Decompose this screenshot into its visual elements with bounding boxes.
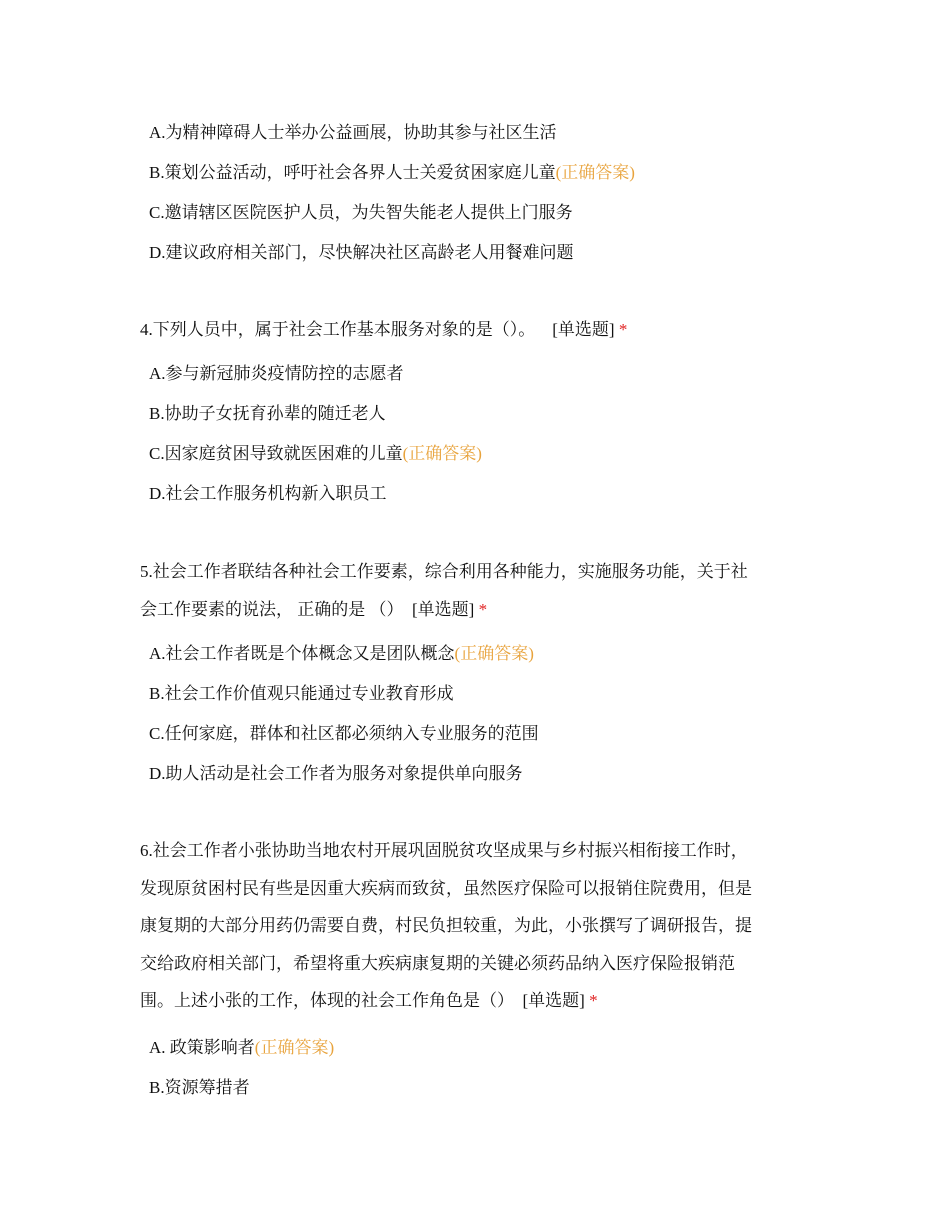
- q5-option-b[interactable]: B.社会工作价值观只能通过专业教育形成: [149, 684, 454, 703]
- q5-option-c[interactable]: C.任何家庭，群体和社区都必须纳入专业服务的范围: [149, 724, 539, 743]
- prev-option-b[interactable]: B.策划公益活动，呼吁社会各界人士关爱贫困家庭儿童(正确答案): [149, 163, 635, 182]
- q6-option-b[interactable]: B.资源筹措者: [149, 1078, 250, 1097]
- required-mark: *: [478, 599, 488, 619]
- q5-option-a[interactable]: A.社会工作者既是个体概念又是团队概念(正确答案): [149, 644, 534, 663]
- correct-answer-tag: (正确答案): [254, 1038, 335, 1057]
- question-type: [单选题]: [522, 991, 585, 1010]
- prev-option-d[interactable]: D.建议政府相关部门，尽快解决社区高龄老人用餐难问题: [149, 243, 574, 262]
- question-4-stem: 4.下列人员中，属于社会工作基本服务对象的是（）。 [单选题] *: [140, 320, 628, 339]
- question-6-stem: 6.社会工作者小张协助当地农村开展巩固脱贫攻坚成果与乡村振兴相衔接工作时， 发现原贫困村民有些是因重大疾病而致贫，虽然医疗保险可以报销住院费用，但是 康复期的大部分用药仍需要自费，村民负担较重，为此，小张撰写了调研报告，提 交给政府相关部门，希望将重大疾病康复期的关键必须药品纳入医疗保险报销范 围。上述小张的工作，体现的社会工作角色是（） [单选题] *: [140, 841, 752, 1010]
- question-5-stem: 5.社会工作者联结各种社会工作要素，综合利用各种能力，实施服务功能，关于社 会工作要素的说法， 正确的是 （） [单选题] *: [140, 562, 748, 619]
- required-mark: *: [618, 320, 628, 339]
- q4-option-b[interactable]: B.协助子女抚育孙辈的随迁老人: [149, 404, 386, 423]
- prev-option-a[interactable]: A.为精神障碍人士举办公益画展，协助其参与社区生活: [149, 123, 557, 142]
- question-type: [单选题]: [552, 320, 615, 339]
- question-type: [单选题]: [412, 599, 475, 619]
- correct-answer-tag: (正确答案): [402, 444, 482, 463]
- prev-option-c[interactable]: C.邀请辖区医院医护人员，为失智失能老人提供上门服务: [149, 203, 573, 222]
- required-mark: *: [589, 991, 598, 1010]
- q5-option-d[interactable]: D.助人活动是社会工作者为服务对象提供单向服务: [149, 764, 523, 783]
- q6-option-a[interactable]: A. 政策影响者(正确答案): [149, 1038, 335, 1057]
- q4-option-d[interactable]: D.社会工作服务机构新入职员工: [149, 484, 387, 503]
- q4-option-a[interactable]: A.参与新冠肺炎疫情防控的志愿者: [149, 364, 404, 383]
- correct-answer-tag: (正确答案): [555, 163, 635, 182]
- q4-option-c[interactable]: C.因家庭贫困导致就医困难的儿童(正确答案): [149, 444, 482, 463]
- correct-answer-tag: (正确答案): [454, 644, 534, 663]
